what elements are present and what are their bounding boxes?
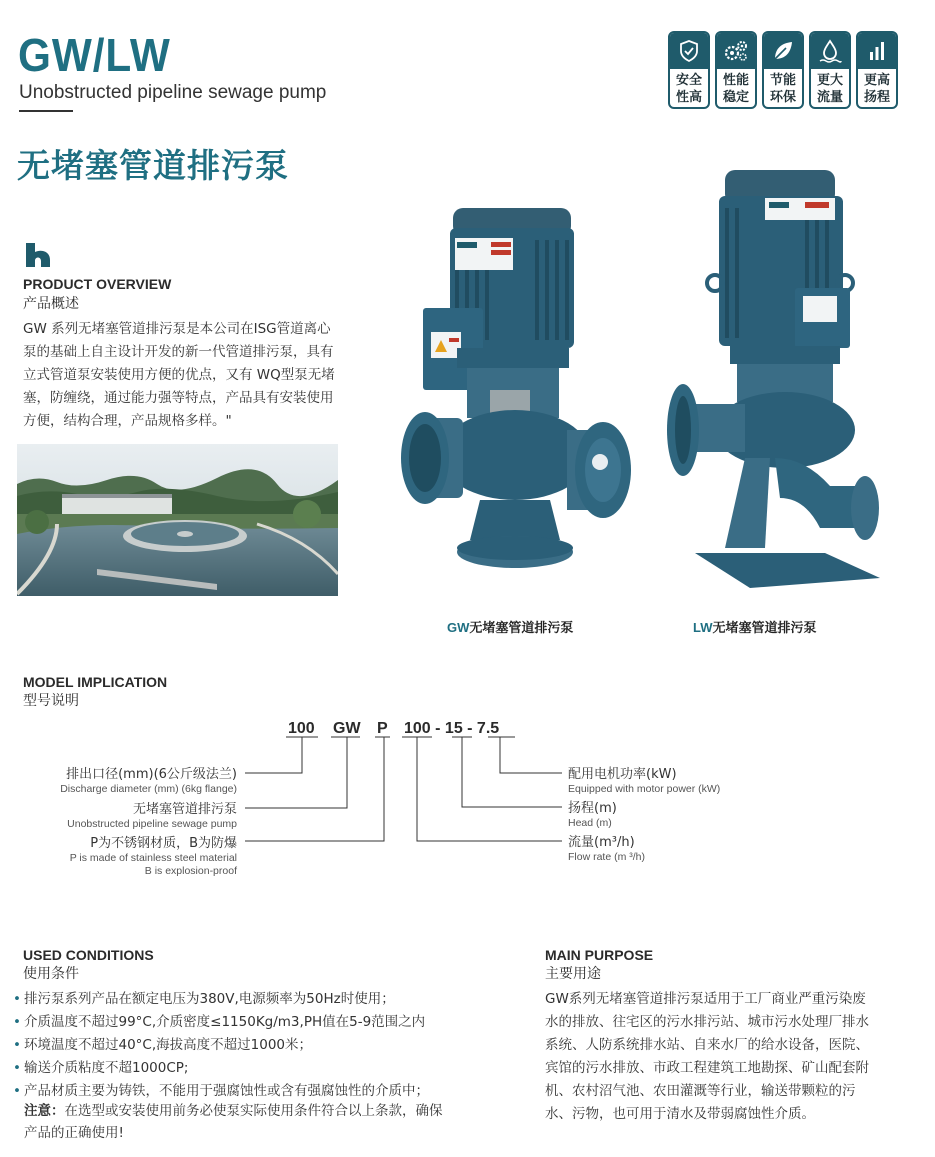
gw-caption-prefix: GW <box>447 620 470 635</box>
badge-head <box>856 31 898 109</box>
list-item: • 环境温度不超过40°C,海拔高度不超过1000米； <box>13 1034 483 1057</box>
note-text: 在选型或安装使用前务必使泵实际使用条件符合以上条款，确保产品的正确使用! <box>24 1103 443 1141</box>
label-material-en2: B is explosion-proof <box>144 865 237 877</box>
label-flow-en: Flow rate (m ³/h) <box>568 851 646 863</box>
title-underline <box>19 110 73 112</box>
code-part-size: 100 <box>288 720 315 737</box>
list-item: • 输送介质粘度不超1000CP; <box>13 1057 483 1080</box>
list-item: • 产品材质主要为铸铁，不能用于强腐蚀性或含有强腐蚀性的介质中； <box>13 1080 483 1103</box>
bar-chart-icon <box>858 33 896 69</box>
overview-heading-en: PRODUCT OVERVIEW <box>23 276 172 292</box>
label-material-en: P is made of stainless steel material <box>69 852 237 864</box>
conditions-note <box>24 1100 454 1144</box>
page-title: GW/LW <box>18 29 171 81</box>
label-discharge-en: Discharge diameter (mm) (6kg flange) <box>60 783 237 795</box>
purpose-heading-en: MAIN PURPOSE <box>545 947 654 963</box>
label-pump-en: Unobstructed pipeline sewage pump <box>67 818 237 830</box>
label-discharge-cn: 排出口径(mm)(6公斤级法兰) <box>66 767 237 782</box>
badge-label: 更高扬程 <box>863 73 890 105</box>
model-heading-en: MODEL IMPLICATION <box>23 674 168 690</box>
model-code-diagram <box>0 710 935 890</box>
treatment-plant-photo <box>17 444 338 596</box>
overview-text: GW 系列无堵塞管道排污泵是本公司在ISG管道离心泵的基础上自主设计开发的新一代管道排污泵，具有立式管道泵安装使用方便的优点，又有 WQ型泵无堵塞，防缠绕，通过能力强等特点，产品具有安装使用方便，结构合理，产品规格多样。" <box>23 321 335 429</box>
label-flow-cn: 流量(m³/h) <box>568 835 635 850</box>
water-drop-icon <box>811 33 849 69</box>
badge-label: 节能环保 <box>769 73 796 105</box>
gw-pump-caption <box>447 617 573 636</box>
leaf-icon <box>764 33 802 69</box>
label-pump-cn: 无堵塞管道排污泵 <box>132 802 237 817</box>
label-power-cn: 配用电机功率(kW) <box>568 767 677 782</box>
badge-safety <box>668 31 710 109</box>
badge-eco <box>762 31 804 109</box>
label-head-en: Head (m) <box>568 817 612 829</box>
code-part-specs: 100 - 15 - 7.5 <box>404 720 500 737</box>
list-item: • 排污泵系列产品在额定电压为380V,电源频率为50Hz时使用； <box>13 988 483 1011</box>
badge-label: 安全性高 <box>675 73 702 105</box>
code-part-type: GW <box>333 720 361 737</box>
list-item: • 介质温度不超过99°C,介质密度≤1150Kg/m3,PH值在5-9范围之内 <box>13 1011 483 1034</box>
page-subtitle: Unobstructed pipeline sewage pump <box>19 82 327 103</box>
shield-check-icon <box>670 33 708 69</box>
purpose-heading-cn: 主要用途 <box>545 966 601 982</box>
label-head-cn: 扬程(m) <box>568 801 617 816</box>
purpose-text: GW系列无堵塞管道排污泵适用于工厂商业严重污染废水的排放、往宅区的污水排污站、城市污水处理厂排水系统、人防系统排水站、自来水厂的给水设备，医院、宾馆的污水排放、市政工程建筑工地勘探、矿山配套附机、农村沼气池、农田灌溉等行业，输送带颗粒的污水、污物，也可用于清水及带弱腐蚀性介质。 <box>545 991 869 1122</box>
gw-caption-name: 无堵塞管道排污泵 <box>469 621 574 636</box>
badge-flow <box>809 31 851 109</box>
conditions-list <box>13 988 483 1103</box>
conditions-heading-cn: 使用条件 <box>23 966 79 982</box>
gw-pump-image <box>395 200 640 584</box>
badge-stability <box>715 31 757 109</box>
lw-caption-name: 无堵塞管道排污泵 <box>712 621 817 636</box>
badge-label: 更大流量 <box>816 73 843 105</box>
lw-pump-image <box>655 168 890 597</box>
badge-label: 性能稳定 <box>722 73 749 105</box>
gears-icon <box>717 33 755 69</box>
overview-heading-cn: 产品概述 <box>23 296 79 312</box>
note-label: 注意： <box>24 1103 65 1119</box>
feature-badges <box>668 31 898 109</box>
chinese-title: 无堵塞管道排污泵 <box>17 146 289 185</box>
company-logo-icon <box>23 240 53 274</box>
lw-caption-prefix: LW <box>693 620 713 635</box>
model-heading-cn: 型号说明 <box>23 693 79 709</box>
label-material-cn: P为不锈钢材质，B为防爆 <box>90 836 237 851</box>
conditions-heading-en: USED CONDITIONS <box>23 947 154 963</box>
lw-pump-caption <box>693 617 817 636</box>
label-power-en: Equipped with motor power (kW) <box>568 783 721 795</box>
code-part-material: P <box>377 720 388 737</box>
